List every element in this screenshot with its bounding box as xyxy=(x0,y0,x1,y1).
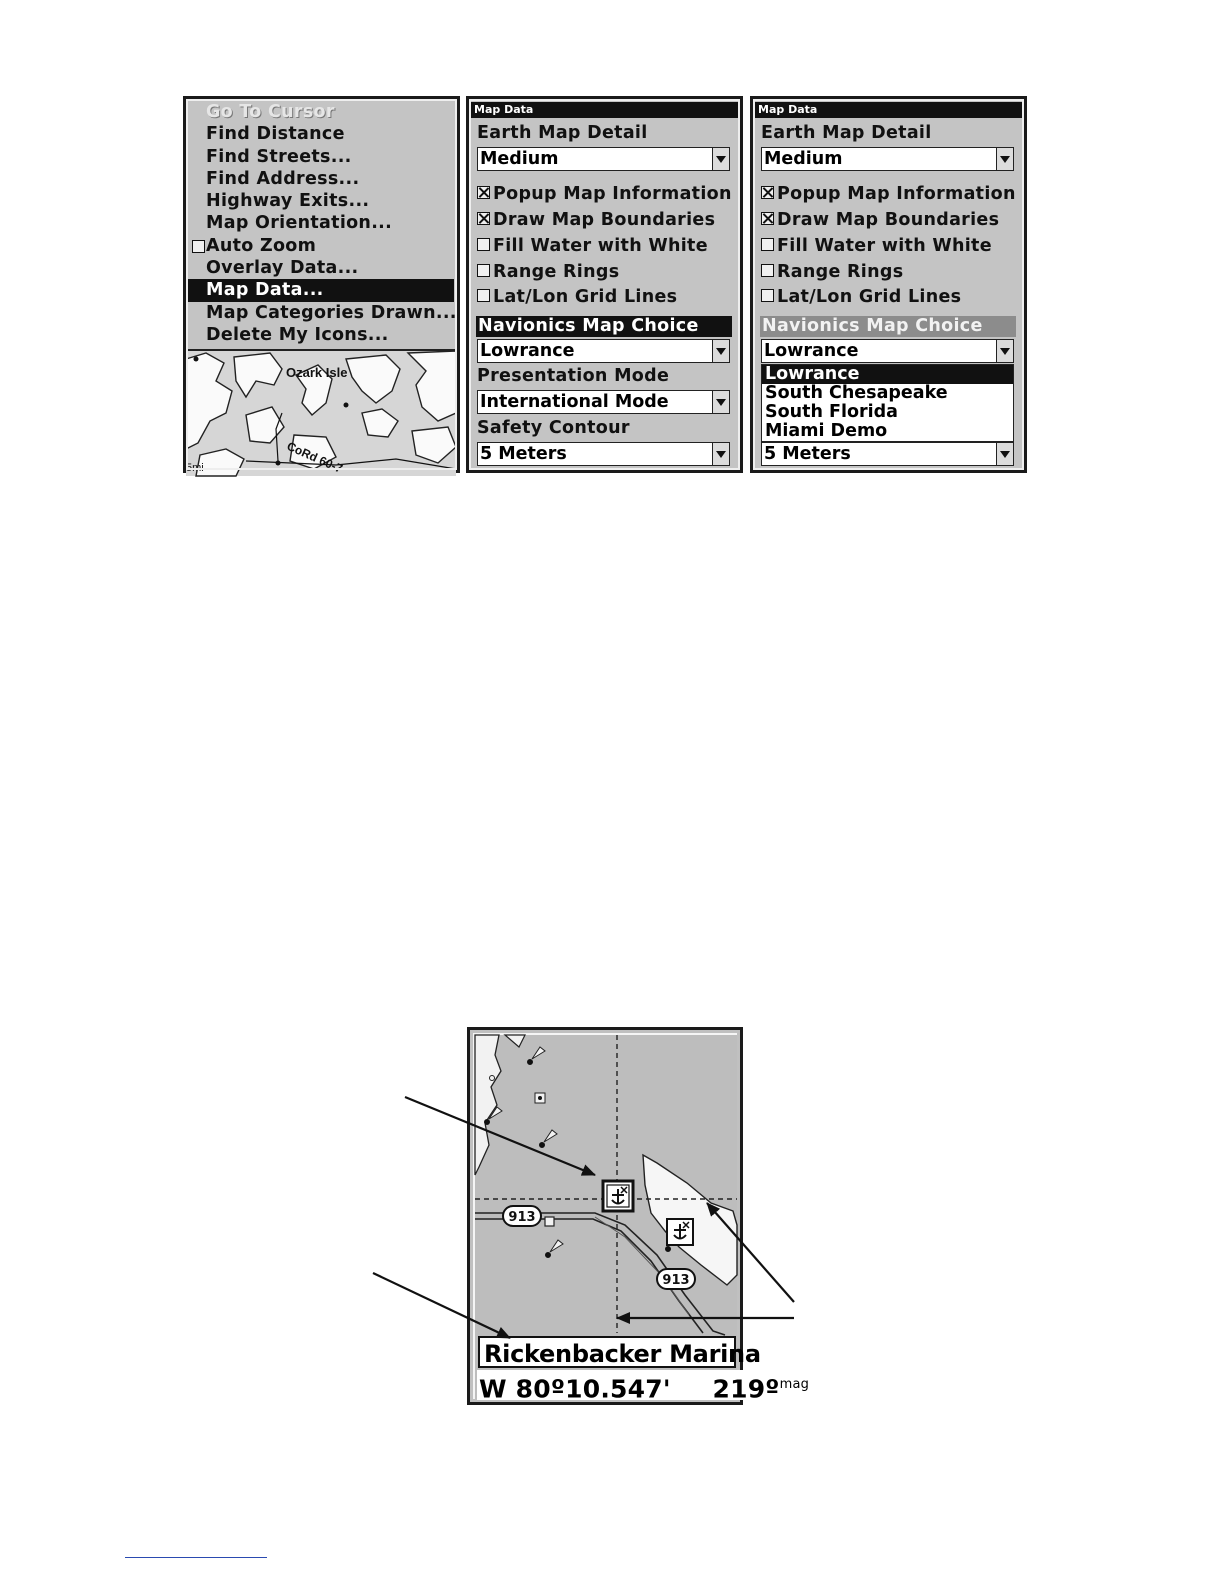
auto-zoom-checkbox[interactable] xyxy=(192,240,205,253)
safety-contour-value: 5 Meters xyxy=(480,444,567,464)
checkbox[interactable] xyxy=(761,212,774,225)
checkbox-row-popup-map-information[interactable] xyxy=(761,184,1016,204)
earth-map-detail-dropdown[interactable] xyxy=(477,147,730,171)
menu-item-label: Find Distance xyxy=(206,124,345,145)
footnote-rule xyxy=(125,1557,267,1558)
menu-item-label: Map Data... xyxy=(206,280,324,301)
navionics-map-choice-dropdown[interactable] xyxy=(477,339,730,363)
svg-text:CoRd 60-7: CoRd 60-7 xyxy=(284,438,345,476)
checkbox-label: Fill Water with White xyxy=(493,236,708,256)
mini-map[interactable] xyxy=(186,349,456,476)
svg-text:5mi: 5mi xyxy=(186,462,204,474)
earth-map-detail-label: Earth Map Detail xyxy=(761,123,932,143)
presentation-mode-label: Presentation Mode xyxy=(477,366,670,386)
checkbox-label: Lat/Lon Grid Lines xyxy=(493,287,678,307)
navionics-option[interactable]: South Florida xyxy=(765,402,898,422)
menu-item-label: Overlay Data... xyxy=(206,258,359,279)
map-data-screen xyxy=(466,96,743,473)
map-menu-list xyxy=(186,101,456,346)
chevron-down-icon[interactable] xyxy=(712,391,729,413)
checkbox-label: Draw Map Boundaries xyxy=(777,210,1000,230)
checkbox[interactable] xyxy=(477,264,490,277)
menu-item-auto-zoom[interactable] xyxy=(186,235,456,257)
menu-item-map-data[interactable] xyxy=(188,279,454,301)
checkbox-row-lat-lon-grid-lines[interactable] xyxy=(761,287,961,307)
mini-map-graphic xyxy=(186,351,456,476)
checkbox-label: Popup Map Information xyxy=(777,184,1016,204)
checkbox-row-draw-map-boundaries[interactable] xyxy=(761,210,999,230)
menu-item-find-streets[interactable] xyxy=(186,146,456,168)
menu-item-find-distance[interactable] xyxy=(186,123,456,145)
safety-contour-value: 5 Meters xyxy=(764,444,851,464)
earth-map-detail-dropdown[interactable] xyxy=(761,147,1014,171)
checkbox-label: Range Rings xyxy=(493,262,620,282)
checkbox-row-draw-map-boundaries[interactable] xyxy=(477,210,715,230)
navionics-options-list xyxy=(761,364,1014,442)
menu-item-delete-my-icons[interactable] xyxy=(186,324,456,346)
safety-contour-label: Safety Contour xyxy=(477,418,630,438)
longitude-value: W 80º10.547' xyxy=(479,1374,671,1404)
checkbox-label: Lat/Lon Grid Lines xyxy=(777,287,962,307)
menu-item-highway-exits[interactable] xyxy=(186,190,456,212)
chevron-down-icon[interactable] xyxy=(996,340,1013,362)
menu-item-label: Find Streets... xyxy=(206,146,352,167)
chevron-down-icon[interactable] xyxy=(712,443,729,465)
chevron-down-icon[interactable] xyxy=(996,443,1013,465)
chevron-down-icon[interactable] xyxy=(712,148,729,170)
menu-item-label: Map Orientation... xyxy=(206,213,393,234)
menu-item-label: Auto Zoom xyxy=(206,235,317,256)
checkbox-label: Draw Map Boundaries xyxy=(493,210,716,230)
navionics-option[interactable]: Lowrance xyxy=(762,365,1013,384)
presentation-mode-value: International Mode xyxy=(480,392,669,412)
svg-text:913: 913 xyxy=(508,1210,536,1225)
navionics-option[interactable]: Miami Demo xyxy=(765,421,888,441)
menu-item-label: Highway Exits... xyxy=(206,191,370,212)
menu-item-overlay-data[interactable] xyxy=(186,257,456,279)
chevron-down-icon[interactable] xyxy=(712,340,729,362)
menu-item-find-address[interactable] xyxy=(186,168,456,190)
menu-item-label: Delete My Icons... xyxy=(206,324,389,345)
checkbox[interactable] xyxy=(477,212,490,225)
checkbox[interactable] xyxy=(477,186,490,199)
marina-map-screen xyxy=(467,1027,810,1405)
checkbox[interactable] xyxy=(477,289,490,302)
menu-item-label: Map Categories Drawn... xyxy=(206,302,457,323)
map-menu-screen xyxy=(183,96,460,476)
safety-contour-dropdown[interactable] xyxy=(477,442,730,466)
checkbox[interactable] xyxy=(761,289,774,302)
presentation-mode-dropdown[interactable] xyxy=(477,390,730,414)
checkbox-row-lat-lon-grid-lines[interactable] xyxy=(477,287,677,307)
earth-map-detail-value: Medium xyxy=(480,149,559,169)
popup-place-name: Rickenbacker Marina xyxy=(478,1336,736,1368)
checkbox[interactable] xyxy=(761,238,774,251)
svg-text:Ozark Isle: Ozark Isle xyxy=(286,365,348,380)
menu-item-map-orientation[interactable] xyxy=(186,212,456,234)
menu-item-label: Go To Cursor xyxy=(206,102,335,122)
map-data-title: Map Data xyxy=(755,102,1022,118)
heading-unit: mag xyxy=(779,1377,810,1392)
checkbox-label: Range Rings xyxy=(777,262,904,282)
svg-text:913: 913 xyxy=(662,1273,690,1288)
checkbox-label: Fill Water with White xyxy=(777,236,992,256)
menu-item-label: Find Address... xyxy=(206,168,360,189)
navionics-map-choice-label: Navionics Map Choice xyxy=(476,316,732,337)
checkbox-row-range-rings[interactable] xyxy=(477,262,619,282)
map-data-open-screen xyxy=(750,96,1027,473)
navionics-map-choice-value: Lowrance xyxy=(480,341,575,361)
menu-item-map-categories-drawn[interactable] xyxy=(186,302,456,324)
checkbox[interactable] xyxy=(761,186,774,199)
checkbox-row-range-rings[interactable] xyxy=(761,262,903,282)
navionics-map-choice-label: Navionics Map Choice xyxy=(760,316,1016,337)
checkbox-label: Popup Map Information xyxy=(493,184,732,204)
checkbox[interactable] xyxy=(477,238,490,251)
checkbox-row-popup-map-information[interactable] xyxy=(477,184,732,204)
menu-item-go-to-cursor[interactable] xyxy=(186,101,456,123)
safety-contour-dropdown[interactable] xyxy=(761,442,1014,466)
navionics-map-choice-value: Lowrance xyxy=(764,341,859,361)
earth-map-detail-value: Medium xyxy=(764,149,843,169)
navionics-option[interactable]: South Chesapeake xyxy=(765,383,948,403)
marina-map-view[interactable] xyxy=(473,1033,810,1404)
coordinate-readout xyxy=(477,1370,810,1404)
checkbox-row-fill-water-with-white[interactable] xyxy=(761,236,992,256)
map-data-title: Map Data xyxy=(471,102,738,118)
chevron-down-icon[interactable] xyxy=(996,148,1013,170)
earth-map-detail-label: Earth Map Detail xyxy=(477,123,648,143)
navionics-map-choice-dropdown[interactable] xyxy=(761,339,1014,363)
heading-value: 219º xyxy=(712,1374,780,1404)
checkbox[interactable] xyxy=(761,264,774,277)
checkbox-row-fill-water-with-white[interactable] xyxy=(477,236,708,256)
